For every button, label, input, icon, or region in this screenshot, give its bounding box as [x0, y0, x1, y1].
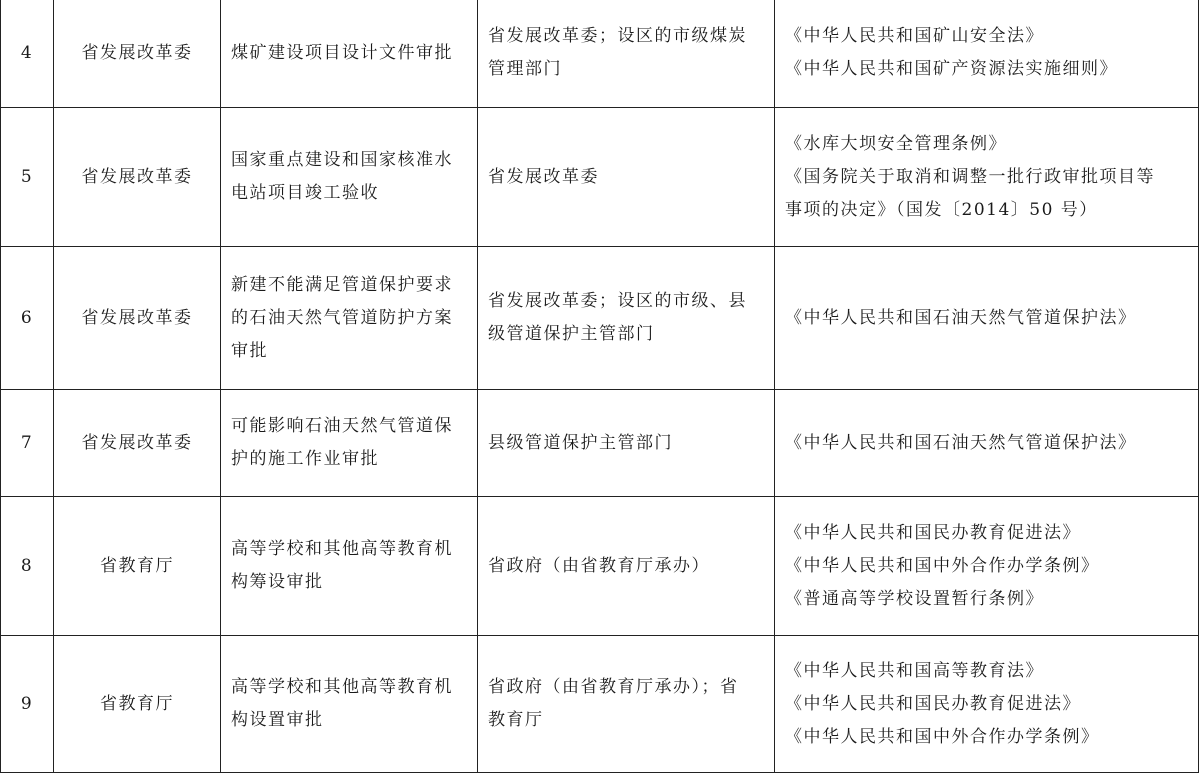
department-cell: 省发展改革委 — [54, 247, 221, 390]
approval-authority-cell-line: 县级管道保护主管部门 — [488, 432, 673, 453]
legal-basis-cell — [775, 108, 1199, 247]
table-row — [1, 108, 1199, 247]
approval-item-cell — [221, 0, 478, 108]
table-row — [1, 497, 1199, 636]
approval-item-cell-line: 护的施工作业审批 — [231, 449, 379, 469]
approval-authority-cell-line: 省政府（由省教育厅承办）；省 — [488, 677, 739, 697]
approval-authority-cell-line: 级管道保护主管部门 — [488, 324, 655, 344]
legal-basis-cell-line: 《中华人民共和国民办教育促进法》 — [785, 522, 1081, 543]
approval-item-cell — [221, 247, 478, 390]
legal-basis-cell-line: 《中华人民共和国矿山安全法》 — [785, 26, 1044, 46]
approval-authority-cell — [478, 636, 775, 773]
department-cell: 省教育厅 — [54, 636, 221, 773]
legal-basis-cell-line: 《中华人民共和国高等教育法》 — [785, 660, 1044, 681]
legal-basis-cell-line: 《水库大坝安全管理条例》 — [785, 133, 1007, 154]
legal-basis-cell-line: 事项的决定》（国发〔2014〕50 号） — [785, 199, 1098, 220]
legal-basis-cell-line: 《普通高等学校设置暂行条例》 — [785, 588, 1044, 609]
approval-authority-cell-line: 省发展改革委；设区的市级、县 — [488, 291, 747, 311]
department-cell: 省教育厅 — [54, 497, 221, 636]
approval-item-cell-line: 国家重点建设和国家核准水 — [231, 150, 453, 170]
row-number: 7 — [1, 390, 54, 497]
approval-authority-cell — [478, 497, 775, 636]
approval-item-cell-line: 的石油天然气管道防护方案 — [231, 307, 453, 328]
approval-authority-cell-line: 省发展改革委 — [488, 166, 599, 187]
legal-basis-cell-line: 《中华人民共和国民办教育促进法》 — [785, 693, 1081, 714]
table-row — [1, 636, 1199, 773]
legal-basis-cell-line: 《中华人民共和国矿产资源法实施细则》 — [785, 59, 1118, 79]
row-number: 8 — [1, 497, 54, 636]
approval-item-cell — [221, 108, 478, 247]
legal-basis-cell-line: 《中华人民共和国石油天然气管道保护法》 — [785, 432, 1137, 453]
approval-item-cell-line: 新建不能满足管道保护要求 — [231, 274, 453, 295]
approval-item-cell — [221, 497, 478, 636]
approval-authority-cell-line: 教育厅 — [488, 710, 544, 730]
table-row — [1, 0, 1199, 108]
approval-authority-cell — [478, 0, 775, 108]
approval-item-cell — [221, 636, 478, 773]
table-row — [1, 247, 1199, 390]
approval-item-cell-line: 煤矿建设项目设计文件审批 — [231, 42, 453, 63]
row-number: 9 — [1, 636, 54, 773]
legal-basis-cell-line: 《中华人民共和国中外合作办学条例》 — [785, 726, 1100, 747]
department-cell: 省发展改革委 — [54, 390, 221, 497]
legal-basis-cell — [775, 636, 1199, 773]
row-number: 6 — [1, 247, 54, 390]
approval-item-cell-line: 高等学校和其他高等教育机 — [231, 539, 453, 559]
approval-item-cell-line: 电站项目竣工验收 — [231, 183, 379, 203]
approval-authority-cell-line: 省政府（由省教育厅承办） — [488, 555, 710, 576]
legal-basis-cell — [775, 247, 1199, 390]
legal-basis-cell — [775, 497, 1199, 636]
approval-item-cell-line: 构筹设审批 — [231, 572, 324, 592]
row-number: 4 — [1, 0, 54, 108]
legal-basis-cell — [775, 390, 1199, 497]
approval-authority-cell — [478, 247, 775, 390]
approval-item-cell-line: 可能影响石油天然气管道保 — [231, 416, 453, 436]
legal-basis-cell-line: 《国务院关于取消和调整一批行政审批项目等 — [785, 166, 1155, 187]
department-cell: 省发展改革委 — [54, 108, 221, 247]
table-body — [1, 0, 1199, 773]
row-number: 5 — [1, 108, 54, 247]
legal-basis-cell-line: 《中华人民共和国中外合作办学条例》 — [785, 555, 1100, 576]
approval-authority-cell — [478, 108, 775, 247]
department-cell: 省发展改革委 — [54, 0, 221, 108]
approval-item-cell-line: 构设置审批 — [231, 710, 324, 730]
table-row — [1, 390, 1199, 497]
approval-authority-cell — [478, 390, 775, 497]
approval-item-cell — [221, 390, 478, 497]
approval-authority-cell-line: 管理部门 — [488, 59, 562, 79]
approval-authority-cell-line: 省发展改革委；设区的市级煤炭 — [488, 26, 747, 46]
approval-item-cell-line: 审批 — [231, 340, 268, 361]
legal-basis-cell — [775, 0, 1199, 108]
approval-item-cell-line: 高等学校和其他高等教育机 — [231, 677, 453, 697]
legal-basis-cell-line: 《中华人民共和国石油天然气管道保护法》 — [785, 307, 1137, 328]
